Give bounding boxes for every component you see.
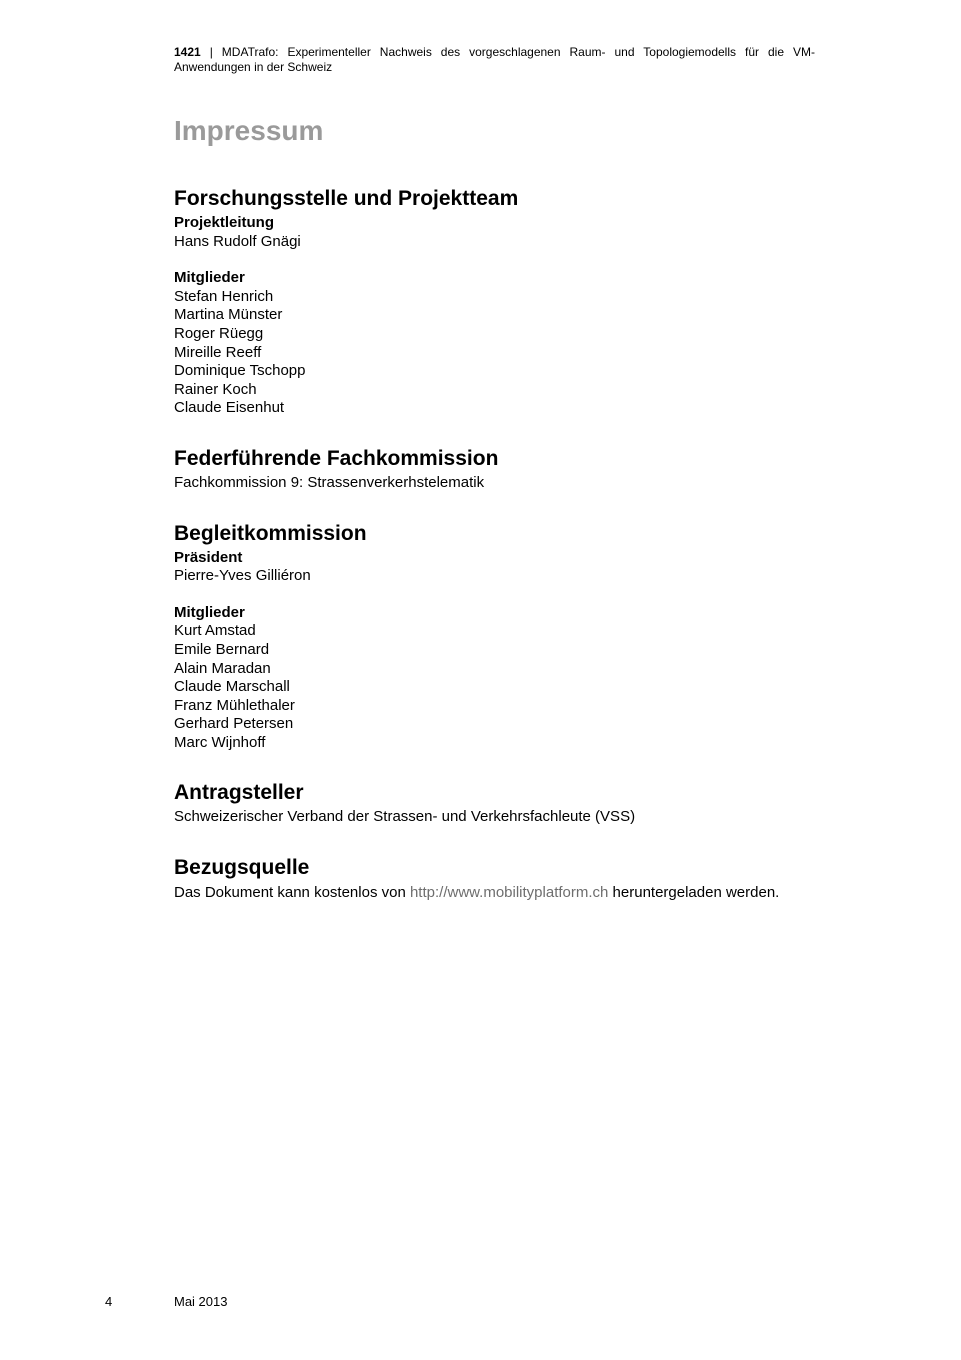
projektteam-members-list xyxy=(174,288,815,418)
section-heading: Begleitkommission xyxy=(174,521,367,545)
members-label: Mitglieder xyxy=(174,269,245,287)
person-name: Hans Rudolf Gnägi xyxy=(174,232,301,250)
members-label: Mitglieder xyxy=(174,603,245,621)
impressum-content xyxy=(174,185,815,902)
person-name: Roger Rüegg xyxy=(174,324,264,342)
section-forschungsstelle xyxy=(174,185,815,418)
running-header xyxy=(174,45,815,75)
person-name: Stefan Henrich xyxy=(174,287,274,305)
report-number: 1421 xyxy=(174,45,201,59)
report-title: MDATrafo: Experimenteller Nachweis des vorgeschlagenen Raum- und Topologiemodells für die VM-Anwendungen in der Schweiz xyxy=(174,45,815,74)
page-number: 4 xyxy=(105,1294,113,1309)
person-name: Franz Mühlethaler xyxy=(174,696,295,714)
section-heading: Forschungsstelle und Projektteam xyxy=(174,187,519,210)
president-label: Präsident xyxy=(174,548,243,566)
person-name: Claude Eisenhut xyxy=(174,399,285,417)
bezugsquelle-text xyxy=(174,883,815,902)
president-list xyxy=(174,567,815,586)
page-title: Impressum xyxy=(174,115,324,146)
president-group xyxy=(174,549,815,586)
person-name: Martina Münster xyxy=(174,306,283,324)
person-name: Dominique Tschopp xyxy=(174,362,306,380)
section-fachkommission xyxy=(174,445,815,493)
section-antragsteller xyxy=(174,779,815,827)
person-name: Alain Maradan xyxy=(174,659,271,677)
person-name: Gerhard Petersen xyxy=(174,715,294,733)
person-name: Pierre-Yves Gilliéron xyxy=(174,567,311,585)
section-heading: Antragsteller xyxy=(174,781,304,805)
section-bezugsquelle xyxy=(174,854,815,902)
header-separator: | xyxy=(209,45,213,59)
person-name: Marc Wijnhoff xyxy=(174,733,266,751)
section-heading: Bezugsquelle xyxy=(174,856,310,880)
fachkommission-text: Fachkommission 9: Strassenverkerhstelematik xyxy=(174,473,485,491)
person-name: Emile Bernard xyxy=(174,640,270,658)
antragsteller-text: Schweizerischer Verband der Strassen- und Verkehrsfachleute (VSS) xyxy=(174,808,636,826)
projektleitung-list xyxy=(174,233,815,252)
person-name: Mireille Reeff xyxy=(174,343,262,361)
bezugsquelle-text-before: Das Dokument kann kostenlos von xyxy=(174,884,406,902)
mobilityplatform-link[interactable]: http://www.mobilityplatform.ch xyxy=(409,884,609,902)
person-name: Kurt Amstad xyxy=(174,622,256,640)
projektteam-members-group xyxy=(174,269,815,418)
begleitkommission-members-group xyxy=(174,604,815,753)
projektleitung-group xyxy=(174,214,815,251)
section-heading: Federführende Fachkommission xyxy=(174,446,499,470)
projektleitung-label: Projektleitung xyxy=(174,214,275,231)
section-begleitkommission xyxy=(174,520,815,753)
begleitkommission-members-list xyxy=(174,622,815,752)
footer-date: Mai 2013 xyxy=(174,1294,228,1309)
person-name: Claude Marschall xyxy=(174,678,290,696)
bezugsquelle-text-after: heruntergeladen werden. xyxy=(612,884,780,902)
person-name: Rainer Koch xyxy=(174,380,257,398)
